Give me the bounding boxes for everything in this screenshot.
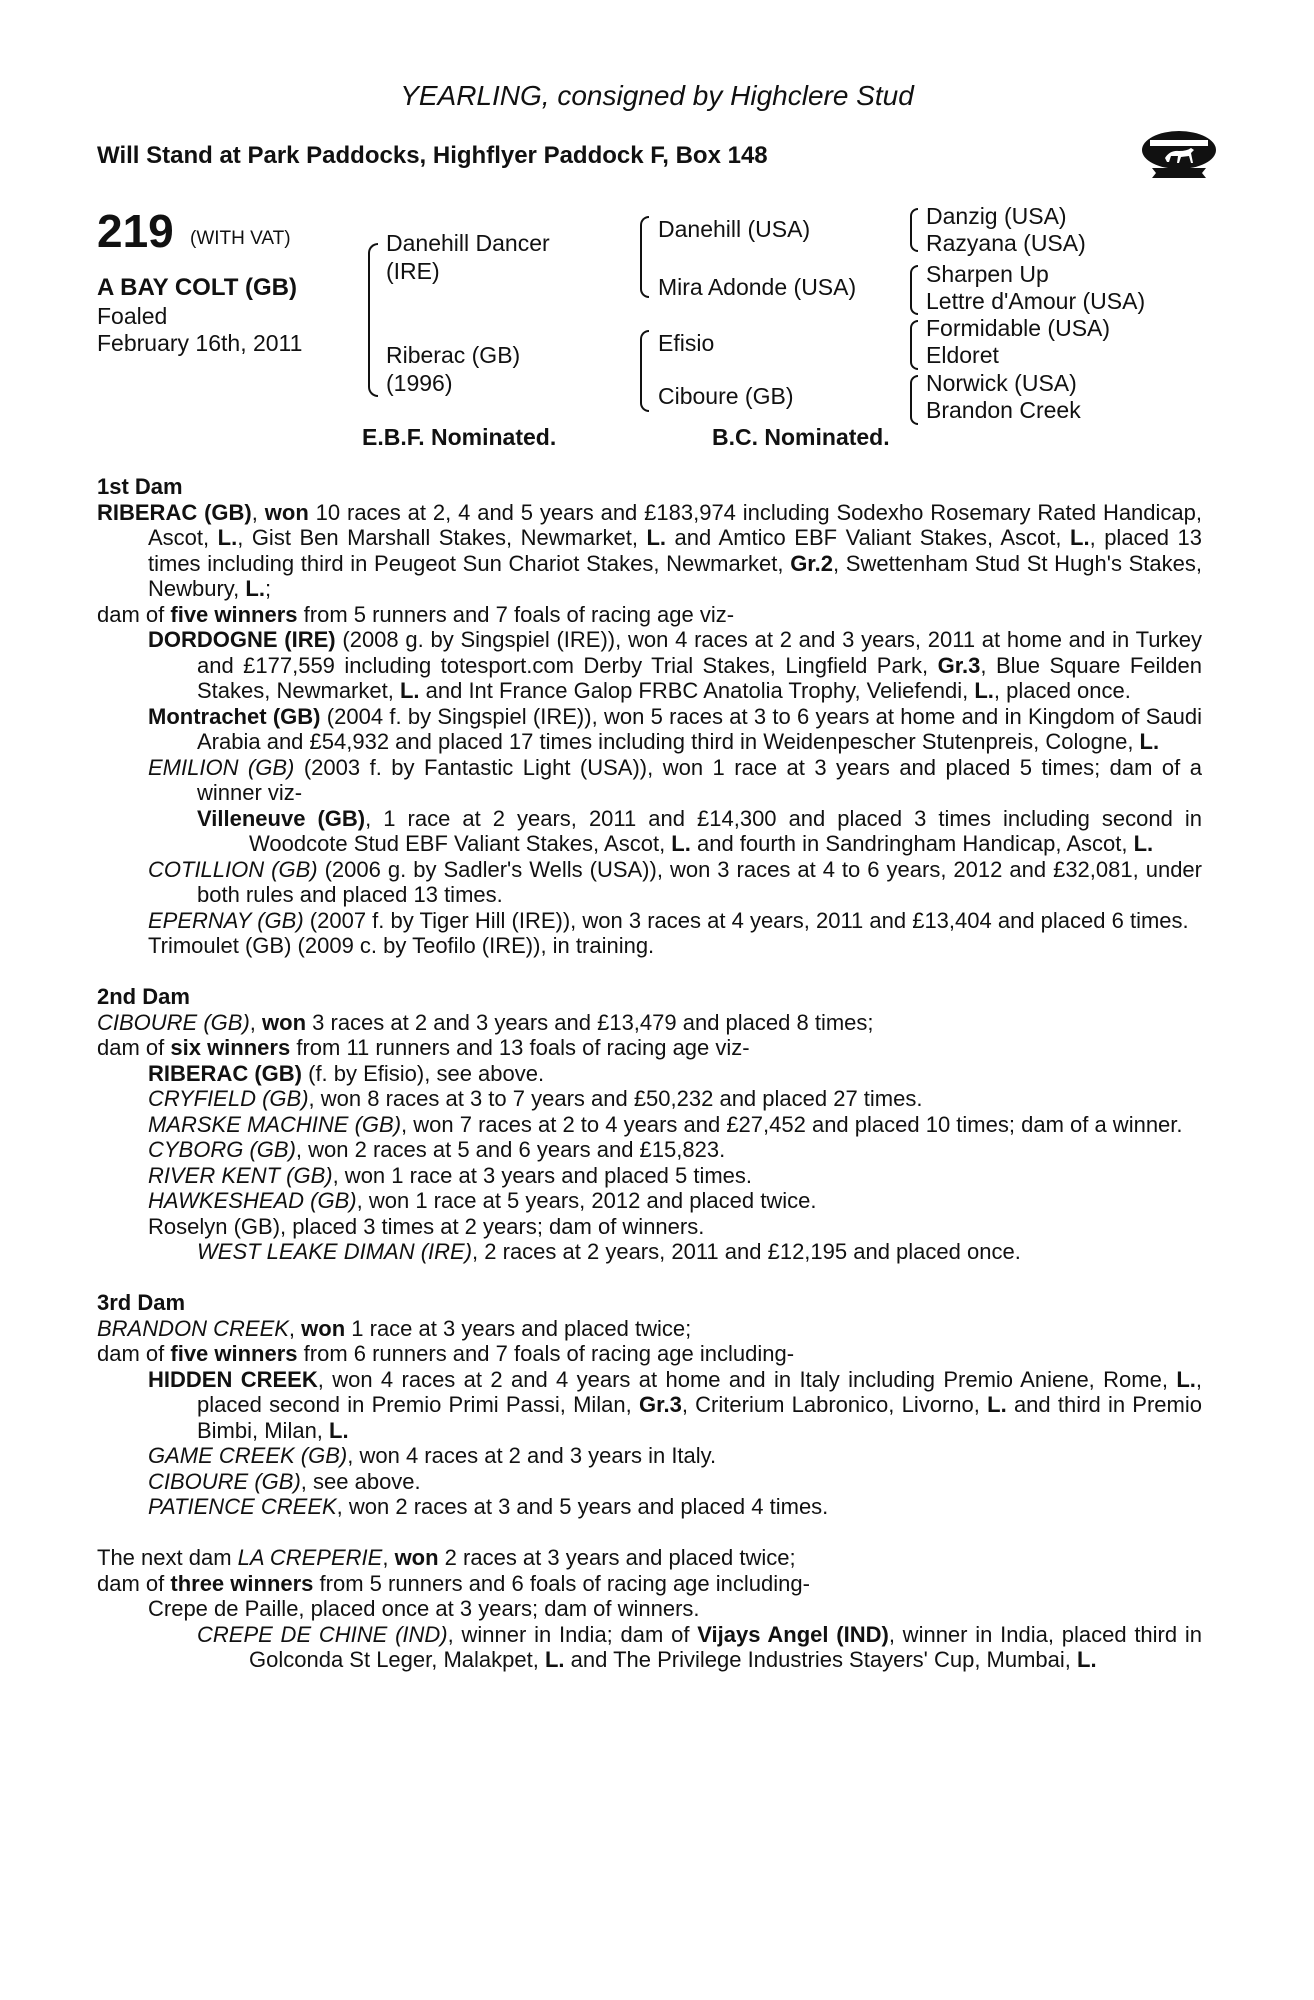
- italic-text: EPERNAY (GB): [148, 907, 304, 933]
- bold-text: L.: [544, 1647, 565, 1672]
- text: Trimoulet (GB) (2009 c. by Teofilo (IRE)), in training.: [148, 933, 655, 958]
- text: , won 4 races at 2 and 3 years in Italy.: [347, 1443, 717, 1468]
- bold-text: L.: [671, 831, 691, 856]
- pedigree-gen2: Ciboure (GB): [658, 383, 794, 409]
- dam-section: [97, 1290, 1202, 1520]
- produce-record: [97, 1086, 1202, 1112]
- pedigree-gen3: Brandon Creek: [926, 397, 1081, 423]
- produce-record: [97, 1239, 1202, 1265]
- text: , won 8 races at 3 to 7 years and £50,232 and placed 27 times.: [308, 1086, 923, 1111]
- bold-text: L.: [646, 525, 667, 550]
- pedigree-gen2: Mira Adonde (USA): [658, 274, 857, 300]
- produce-record: [97, 1596, 1202, 1622]
- bold-text: Villeneuve (GB): [197, 805, 366, 831]
- page-title: YEARLING, consigned by Highclere Stud: [400, 80, 914, 111]
- text: , won 2 races at 3 and 5 years and placed 4 times.: [336, 1494, 829, 1519]
- text: 2 races at 3 years and placed twice;: [438, 1545, 796, 1570]
- pedigree-gen2: Efisio: [658, 330, 715, 356]
- text: from 5 runners and 6 foals of racing age including-: [313, 1570, 810, 1596]
- bold-text: L.: [974, 678, 994, 703]
- pedigree-sire-country: (IRE): [386, 258, 440, 284]
- produce-record: [97, 1316, 1202, 1342]
- bold-text: L.: [217, 525, 238, 550]
- text: and Int France Galop FRBC Anatolia Trophy, Veliefendi,: [419, 678, 975, 703]
- bc-nomination: B.C. Nominated.: [712, 424, 890, 450]
- dam-section: [97, 1545, 1202, 1673]
- pedigree-bracket: [910, 208, 918, 252]
- text: , see above.: [300, 1468, 421, 1494]
- text: Crepe de Paille, placed once at 3 years; dam of winners.: [148, 1596, 700, 1621]
- text: (2008 g. by Singspiel (IRE)), won 4 races at 2 and 3 years, 2011 at home and in Turkey and £177,559 including totesport.com Derby Trial Stakes, Lingfield Park,: [197, 627, 1203, 678]
- bold-text: L.: [1070, 525, 1090, 550]
- produce-record: [97, 1137, 1202, 1163]
- italic-text: COTILLION (GB): [148, 856, 318, 882]
- catalogue-body: [97, 474, 1202, 1698]
- text: , won 1 race at 5 years, 2012 and placed twice.: [356, 1188, 817, 1213]
- bold-text: won: [394, 1545, 439, 1570]
- text: from 11 runners and 13 foals of racing age viz-: [290, 1035, 750, 1060]
- bold-text: won: [301, 1315, 346, 1341]
- section-heading: 1st Dam: [97, 474, 183, 499]
- text: , winner in India; dam of: [447, 1621, 698, 1647]
- bold-text: L.: [1176, 1366, 1196, 1392]
- produce-record: [97, 1341, 1202, 1367]
- produce-record: [97, 1469, 1202, 1495]
- produce-record: [97, 857, 1202, 908]
- bold-text: Gr.2: [790, 550, 833, 576]
- italic-text: CYBORG (GB): [148, 1137, 296, 1162]
- text: 10 races at 2, 4 and 5 years and £183,974 including Sodexho Rosemary Rated Handicap, Ascot,: [148, 499, 1203, 550]
- text: (2004 f. by Singspiel (IRE)), won 5 races at 3 to 6 years at home and in Kingdom of Saudi Arabia and £54,932 and placed 17 times including third in Weidenpescher Stutenpreis, Cologne,: [197, 703, 1202, 754]
- text: Roselyn (GB), placed 3 times at 2 years; dam of winners.: [148, 1213, 705, 1239]
- pedigree-gen3: Formidable (USA): [926, 315, 1111, 341]
- produce-record: [97, 755, 1202, 806]
- text: ,: [249, 1009, 263, 1035]
- bold-text: six winners: [170, 1035, 291, 1060]
- foaled-label: Foaled: [97, 303, 168, 329]
- italic-text: EMILION (GB): [148, 754, 295, 780]
- text: dam of: [97, 601, 171, 627]
- bold-text: Gr.3: [639, 1392, 682, 1417]
- italic-text: RIVER KENT (GB): [148, 1162, 333, 1188]
- horse-name: A BAY COLT (GB): [97, 274, 298, 301]
- produce-record: [97, 1010, 1202, 1036]
- text: The next dam: [97, 1545, 238, 1570]
- produce-record: [97, 602, 1202, 628]
- pedigree-gen2: Danehill (USA): [658, 216, 811, 242]
- text: (2007 f. by Tiger Hill (IRE)), won 3 races at 4 years, 2011 and £13,404 and placed 6 times.: [303, 907, 1189, 933]
- text: , Blue Square Feilden Stakes, Newmarket,: [197, 652, 1203, 703]
- bold-text: Montrachet (GB): [148, 703, 321, 729]
- text: , Criterium Labronico, Livorno,: [681, 1392, 988, 1417]
- dam-section: [97, 984, 1202, 1265]
- produce-record: [97, 1443, 1202, 1469]
- produce-record: [97, 1035, 1202, 1061]
- stand-location: Will Stand at Park Paddocks, Highflyer Paddock F, Box 148: [97, 142, 768, 169]
- bold-text: RIBERAC (GB): [97, 499, 252, 525]
- bold-text: L.: [1077, 1647, 1097, 1672]
- text: ,: [382, 1545, 395, 1570]
- text: ,: [288, 1315, 302, 1341]
- text: , placed once.: [993, 678, 1131, 703]
- pedigree-sire: Danehill Dancer: [386, 230, 550, 256]
- bold-text: L.: [329, 1417, 349, 1443]
- pedigree-bracket: [368, 243, 378, 397]
- italic-text: MARSKE MACHINE (GB): [148, 1111, 402, 1137]
- produce-record: [97, 627, 1202, 704]
- produce-record: [97, 1367, 1202, 1444]
- text: , 1 race at 2 years, 2011 and £14,300 and placed 3 times including second in Woodcote Stud EBF Valiant Stakes, Ascot,: [249, 805, 1202, 856]
- text: (2003 f. by Fantastic Light (USA)), won 1 race at 3 years and placed 5 times; dam of a winner viz-: [197, 754, 1202, 805]
- text: , 2 races at 2 years, 2011 and £12,195 and placed once.: [472, 1239, 1021, 1264]
- italic-text: CIBOURE (GB): [97, 1009, 250, 1035]
- pedigree-gen3: Eldoret: [926, 342, 999, 368]
- text: , placed 13 times including third in Peugeot Sun Chariot Stakes, Newmarket,: [148, 525, 1202, 576]
- bold-text: three winners: [170, 1570, 314, 1596]
- italic-text: CREPE DE CHINE (IND): [197, 1621, 448, 1647]
- pedigree-gen3: Danzig (USA): [926, 203, 1067, 229]
- text: and third in Premio Bimbi, Milan,: [197, 1392, 1202, 1443]
- text: 1 race at 3 years and placed twice;: [345, 1315, 692, 1341]
- produce-record: [97, 1163, 1202, 1189]
- bold-text: RIBERAC (GB): [148, 1060, 302, 1086]
- text: , placed second in Premio Primi Passi, Milan,: [197, 1366, 1203, 1417]
- vat-note: (WITH VAT): [190, 228, 291, 249]
- produce-record: [97, 1188, 1202, 1214]
- italic-text: LA CREPERIE: [237, 1545, 383, 1570]
- foaled-date: February 16th, 2011: [97, 330, 303, 356]
- bold-text: won: [262, 1009, 307, 1035]
- text: dam of: [97, 1035, 171, 1060]
- text: ,: [251, 499, 265, 525]
- text: 3 races at 2 and 3 years and £13,479 and placed 8 times;: [306, 1009, 874, 1035]
- produce-record: [97, 1214, 1202, 1240]
- pedigree-bracket: [640, 216, 649, 298]
- bold-text: L.: [987, 1392, 1007, 1417]
- section-heading: 3rd Dam: [97, 1290, 186, 1315]
- bold-text: L.: [1139, 729, 1160, 754]
- text: (2006 g. by Sadler's Wells (USA)), won 3 races at 4 to 6 years, 2012 and £32,081, under both rules and placed 13 times.: [197, 856, 1202, 907]
- italic-text: GAME CREEK (GB): [148, 1443, 348, 1468]
- text: , won 1 race at 3 years and placed 5 times.: [332, 1162, 753, 1188]
- pedigree-bracket: [910, 320, 918, 370]
- ebf-nomination: E.B.F. Nominated.: [362, 424, 557, 450]
- produce-record: [97, 933, 1202, 959]
- pedigree-gen3: Lettre d'Amour (USA): [926, 288, 1146, 314]
- pedigree-gen3: Sharpen Up: [926, 261, 1049, 287]
- text: , Swettenham Stud St Hugh's Stakes, Newbury,: [148, 550, 1202, 601]
- pedigree-gen3: Norwick (USA): [926, 370, 1077, 396]
- text: dam of: [97, 1570, 171, 1596]
- bold-text: Gr.3: [937, 652, 981, 678]
- bold-text: DORDOGNE (IRE): [148, 627, 336, 652]
- italic-text: PATIENCE CREEK: [148, 1494, 337, 1519]
- text: , won 4 races at 2 and 4 years at home and in Italy including Premio Aniene, Rome,: [317, 1366, 1177, 1392]
- italic-text: CRYFIELD (GB): [148, 1086, 309, 1111]
- bold-text: Vijays Angel (IND): [697, 1621, 889, 1647]
- dam-section: [97, 474, 1202, 959]
- text: and fourth in Sandringham Handicap, Ascot,: [690, 831, 1134, 856]
- italic-text: BRANDON CREEK: [97, 1315, 289, 1341]
- text: , winner in India, placed third in Golconda St Leger, Malakpet,: [249, 1621, 1202, 1672]
- bold-text: L.: [245, 576, 265, 601]
- pedigree-dam: Riberac (GB): [386, 342, 521, 368]
- produce-record: [97, 1571, 1202, 1597]
- italic-text: HAWKESHEAD (GB): [148, 1188, 357, 1213]
- text: and Amtico EBF Valiant Stakes, Ascot,: [666, 525, 1071, 550]
- produce-record: [97, 1061, 1202, 1087]
- text: ;: [264, 576, 272, 601]
- produce-record: [97, 500, 1202, 602]
- pedigree-dam-year: (1996): [386, 370, 453, 396]
- bold-text: L.: [399, 678, 420, 703]
- lot-number: 219: [97, 205, 174, 257]
- yearling-bonus-logo: [1140, 128, 1218, 180]
- produce-record: [97, 806, 1202, 857]
- pedigree-bracket: [910, 375, 918, 425]
- bold-text: L.: [1133, 831, 1154, 856]
- italic-text: CIBOURE (GB): [148, 1468, 301, 1494]
- produce-record: [97, 1622, 1202, 1673]
- produce-record: [97, 1545, 1202, 1571]
- italic-text: WEST LEAKE DIMAN (IRE): [197, 1239, 473, 1264]
- text: dam of: [97, 1341, 171, 1366]
- section-heading: 2nd Dam: [97, 984, 190, 1009]
- text: from 6 runners and 7 foals of racing age including-: [297, 1341, 795, 1366]
- produce-record: [97, 908, 1202, 934]
- pedigree-gen3: Razyana (USA): [926, 230, 1086, 256]
- text: , Gist Ben Marshall Stakes, Newmarket,: [237, 525, 647, 550]
- pedigree-bracket: [910, 265, 918, 315]
- text: , won 2 races at 5 and 6 years and £15,823.: [295, 1137, 726, 1162]
- text: from 5 runners and 7 foals of racing age viz-: [297, 601, 735, 627]
- produce-record: [97, 704, 1202, 755]
- produce-record: [97, 1112, 1202, 1138]
- bold-text: five winners: [170, 601, 298, 627]
- pedigree-bracket: [640, 330, 649, 412]
- produce-record: [97, 1494, 1202, 1520]
- bold-text: won: [264, 499, 309, 525]
- text: and The Privilege Industries Stayers' Cup, Mumbai,: [564, 1647, 1078, 1672]
- text: , won 7 races at 2 to 4 years and £27,452 and placed 10 times; dam of a winner.: [401, 1111, 1183, 1137]
- text: (f. by Efisio), see above.: [302, 1060, 545, 1086]
- bold-text: five winners: [170, 1341, 298, 1366]
- bold-text: HIDDEN CREEK: [148, 1366, 318, 1392]
